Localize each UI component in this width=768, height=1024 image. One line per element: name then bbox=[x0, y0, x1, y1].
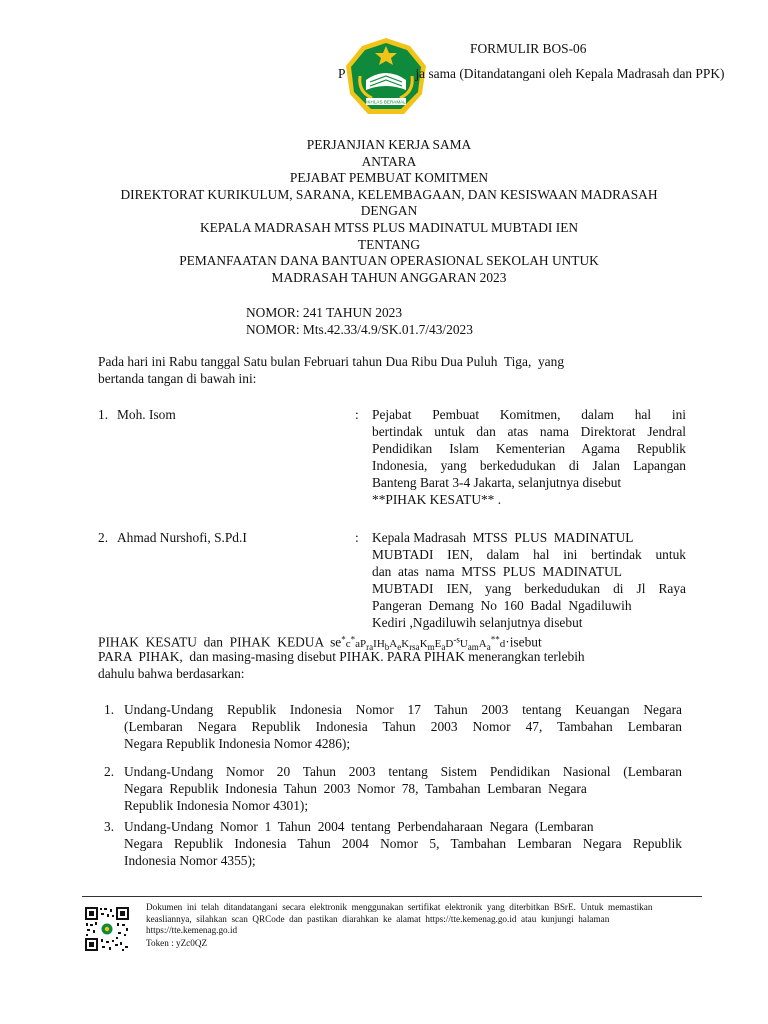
party-desc-line: Pangeran Demang No 160 Badal Ngadiluwih bbox=[372, 598, 632, 613]
logo-motto: IKHLAS BERAMAL bbox=[366, 99, 406, 105]
law-line: Undang-Undang Nomor 1 Tahun 2004 tentang Perbendaharaan Negara (Lembaran bbox=[124, 819, 594, 834]
party-desc-line: **PIHAK KESATU** . bbox=[372, 492, 502, 507]
party-desc-line: Kepala Madrasah MTSS PLUS MADINATUL bbox=[372, 530, 634, 545]
party-desc-line: Pejabat Pembuat Komitmen, dalam hal ini bbox=[372, 407, 686, 422]
title-line: TENTANG bbox=[357, 236, 421, 252]
form-subtitle-start: P bbox=[338, 66, 346, 81]
law-number: 1. bbox=[104, 702, 115, 717]
title-line: PERJANJIAN KERJA SAMA bbox=[306, 137, 472, 152]
title-line: DIREKTORAT KURIKULUM, SARANA, KELEMBAGAAN, DAN KESISWAAN MADRASAH bbox=[120, 186, 658, 202]
paragraph-line: dahulu bahwa berdasarkan: bbox=[98, 666, 245, 681]
law-line: Undang-Undang Republik Indonesia Nomor 17 Tahun 2003 tentang Keuangan Negara bbox=[124, 702, 682, 717]
law-item bbox=[124, 763, 682, 814]
title-line: MADRASAH TAHUN ANGGARAN 2023 bbox=[271, 269, 507, 285]
e-signature-notice bbox=[146, 902, 698, 937]
notice-line: keasliannya, silahkan scan QRCode dan pastikan diarahkan ke alamat https://tte.kemenag.go.id atau kunjungi halaman bbox=[146, 913, 610, 924]
law-line: (Lembaran Negara Republik Indonesia Tahun 2003 Nomor 47, Tambahan Lembaran bbox=[124, 719, 682, 734]
title-line: ANTARA bbox=[361, 153, 417, 169]
law-line: Undang-Undang Nomor 20 Tahun 2003 tentang Sistem Pendidikan Nasional (Lembaran bbox=[124, 764, 682, 779]
party-desc-line: Banteng Barat 3-4 Jakarta, selanjutnya disebut bbox=[372, 475, 622, 490]
law-item bbox=[124, 701, 682, 752]
title-line: DENGAN bbox=[360, 203, 418, 219]
notice-link[interactable]: https://tte.kemenag.go.id bbox=[146, 925, 238, 936]
party-desc-line: Indonesia, yang berkedudukan di Jalan Lapangan bbox=[372, 458, 686, 473]
party-colon: : bbox=[355, 530, 359, 545]
qr-code-icon[interactable] bbox=[84, 906, 130, 952]
notice-line: Dokumen ini telah ditandatangani secara elektronik menggunakan sertifikat elektronik yang diterbitkan BSrE. Untuk memastikan bbox=[146, 902, 653, 912]
party-desc-line: MUBTADI IEN, dalam hal ini bertindak untuk bbox=[372, 547, 686, 562]
token-text: Token : yZc0QZ bbox=[146, 938, 208, 948]
document-numbers bbox=[246, 304, 473, 338]
party-desc-line: MUBTADI IEN, yang berkedudukan di Jl Raya bbox=[372, 581, 686, 596]
form-subtitle-end: ja sama (Ditandatangani oleh Kepala Madrasah dan PPK) bbox=[415, 66, 725, 81]
garbled-text: $^*c^*aP_{ra}IH_bA_eK_{rsa}K_mE_aD^{-s}U_{am}A_a^{**}d$ bbox=[341, 634, 506, 652]
nomor-line: NOMOR: 241 TAHUN 2023 bbox=[246, 305, 403, 320]
opening-paragraph bbox=[98, 353, 688, 387]
party-desc-line: Pendidikan Islam Kementerian Agama Republik bbox=[372, 441, 686, 456]
party-number: 1. bbox=[98, 407, 109, 422]
paragraph-line: PARA PIHAK, dan masing-masing disebut PIHAK. PARA PIHAK menerangkan terlebih bbox=[98, 649, 585, 664]
pihak-text-end: ·isebut bbox=[505, 634, 542, 650]
party-desc-line: Kediri ,Ngadiluwih selanjutnya disebut bbox=[372, 615, 583, 630]
pihak-paragraph bbox=[98, 648, 688, 682]
title-line: PEJABAT PEMBUAT KOMITMEN bbox=[289, 170, 489, 186]
agreement-title bbox=[60, 137, 718, 286]
law-line: Negara Republik Indonesia Tahun 2003 Nomor 78, Tambahan Lembaran Negara bbox=[124, 781, 587, 796]
pihak-text: PIHAK KESATU dan PIHAK KEDUA se bbox=[98, 634, 342, 650]
law-number: 2. bbox=[104, 764, 115, 779]
law-line: Republik Indonesia Nomor 4301); bbox=[124, 798, 309, 813]
party-name: Ahmad Nurshofi, S.Pd.I bbox=[117, 530, 247, 545]
paragraph-line: bertanda tangan di bawah ini: bbox=[98, 371, 257, 386]
title-line: KEPALA MADRASAH MTSS PLUS MADINATUL MUBTADI IEN bbox=[199, 219, 579, 235]
law-number: 3. bbox=[104, 819, 115, 834]
law-line: Negara Republik Indonesia Nomor 4286); bbox=[124, 736, 351, 751]
form-code: FORMULIR BOS-06 bbox=[470, 41, 587, 56]
title-line: PEMANFAATAN DANA BANTUAN OPERASIONAL SEKOLAH UNTUK bbox=[179, 253, 599, 269]
paragraph-line: Pada hari ini Rabu tanggal Satu bulan Februari tahun Dua Ribu Dua Puluh Tiga, yang bbox=[98, 354, 565, 369]
form-subtitle bbox=[338, 65, 724, 82]
party-colon: : bbox=[355, 407, 359, 422]
party-name: Moh. Isom bbox=[117, 407, 176, 422]
party-description bbox=[372, 529, 686, 631]
law-item bbox=[124, 818, 682, 869]
party-number: 2. bbox=[98, 530, 109, 545]
party-description bbox=[372, 406, 686, 508]
law-line: Negara Republik Indonesia Tahun 2004 Nomor 5, Tambahan Lembaran Negara Republik bbox=[124, 836, 682, 851]
footer-divider bbox=[82, 896, 702, 897]
party-desc-line: bertindak untuk dan atas nama Direktorat Jendral bbox=[372, 424, 686, 439]
party-desc-line: dan atas nama MTSS PLUS MADINATUL bbox=[372, 564, 622, 579]
law-line: Indonesia Nomor 4355); bbox=[124, 853, 256, 868]
nomor-line: NOMOR: Mts.42.33/4.9/SK.01.7/43/2023 bbox=[246, 322, 473, 337]
